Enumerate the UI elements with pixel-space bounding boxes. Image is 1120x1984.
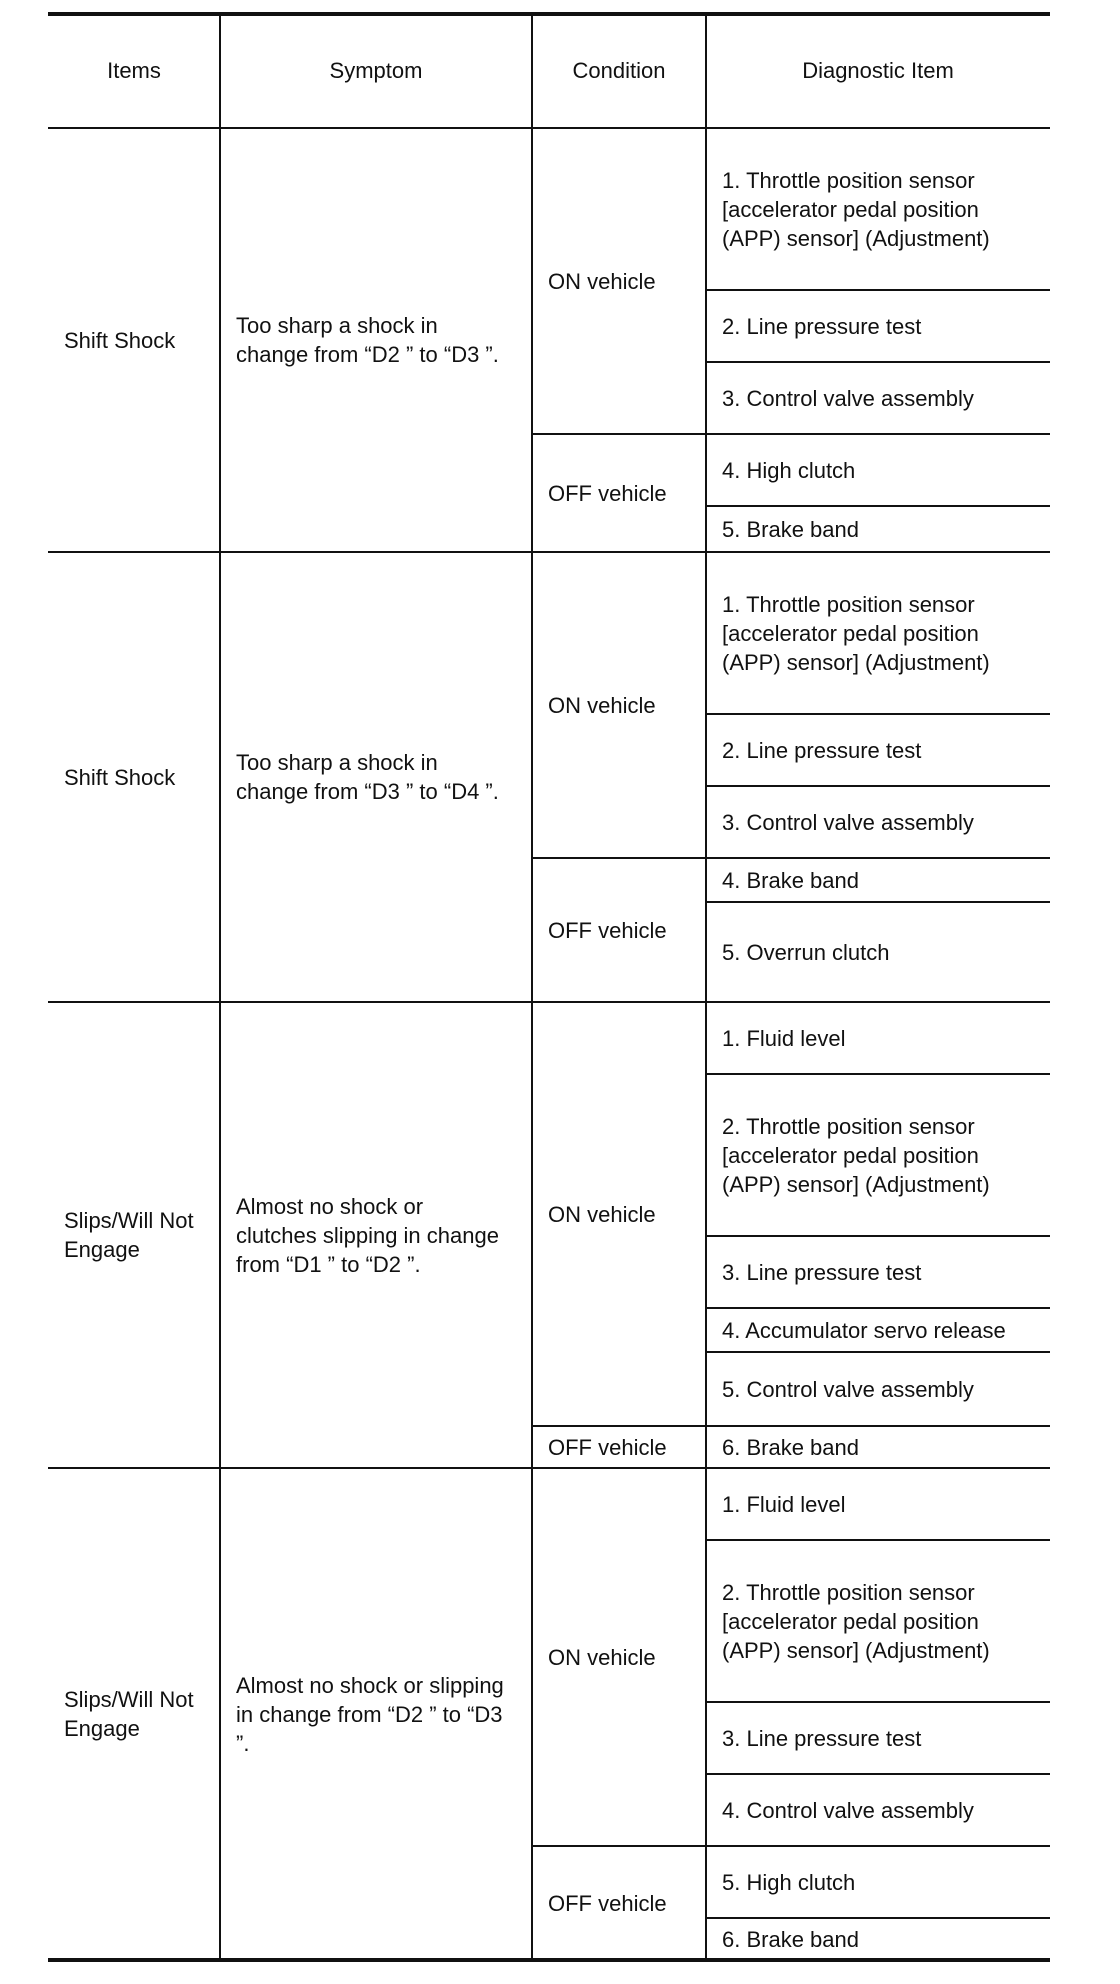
group-4-diag-2: 2. Throttle position sensor [accelerator pedal position (APP) sensor] (Adjustment) <box>722 1579 990 1663</box>
group-3-condition-on: ON vehicle <box>548 1201 656 1227</box>
diagnostic-table <box>48 12 1050 1980</box>
diag-divider <box>706 1351 1050 1353</box>
group-4-diag-5: 5. High clutch <box>722 1869 856 1895</box>
group-4-item: Slips/Will Not Engage <box>64 1687 194 1741</box>
group-1-diag-2: 2. Line pressure test <box>722 313 922 339</box>
header-diagnostic-item: Diagnostic Item <box>802 57 954 83</box>
group-4-condition-off: OFF vehicle <box>548 1890 667 1916</box>
column-divider <box>531 12 533 1962</box>
group-2-item: Shift Shock <box>64 764 176 790</box>
group-divider <box>48 551 1050 553</box>
group-2-symptom: Too sharp a shock in change from “D3 ” to “D4 ”. <box>236 750 499 804</box>
group-2-diag-5: 5. Overrun clutch <box>722 939 890 965</box>
group-4-diag-6: 6. Brake band <box>722 1926 859 1952</box>
group-1-diag-1: 1. Throttle position sensor [accelerator pedal position (APP) sensor] (Adjustment) <box>722 167 990 251</box>
group-4-diag-3: 3. Line pressure test <box>722 1725 922 1751</box>
diag-divider <box>706 1307 1050 1309</box>
group-2-diag-3: 3. Control valve assembly <box>722 809 974 835</box>
group-4-diag-4: 4. Control valve assembly <box>722 1797 974 1823</box>
diag-divider <box>706 1235 1050 1237</box>
header-symptom: Symptom <box>329 57 423 83</box>
group-3-item: Slips/Will Not Engage <box>64 1208 194 1262</box>
header-bottom-border <box>48 127 1050 129</box>
table-top-border <box>48 12 1050 16</box>
group-4-condition-on: ON vehicle <box>548 1644 656 1670</box>
diag-divider <box>706 289 1050 291</box>
header-condition: Condition <box>572 57 666 83</box>
diag-divider <box>706 505 1050 507</box>
diag-divider <box>706 1539 1050 1541</box>
group-divider <box>48 1467 1050 1469</box>
diag-divider <box>706 901 1050 903</box>
group-4-symptom: Almost no shock or slipping in change from “D2 ” to “D3 ”. <box>236 1672 504 1756</box>
column-divider <box>705 12 707 1962</box>
group-3-diag-2: 2. Throttle position sensor [accelerator pedal position (APP) sensor] (Adjustment) <box>722 1113 990 1197</box>
group-2-diag-1: 1. Throttle position sensor [accelerator pedal position (APP) sensor] (Adjustment) <box>722 591 990 675</box>
table-bottom-border <box>48 1958 1050 1962</box>
diag-divider <box>706 1701 1050 1703</box>
group-2-condition-on: ON vehicle <box>548 692 656 718</box>
group-1-condition-off: OFF vehicle <box>548 480 667 506</box>
group-3-symptom: Almost no shock or clutches slipping in change from “D1 ” to “D2 ”. <box>236 1193 499 1277</box>
group-3-diag-5: 5. Control valve assembly <box>722 1376 974 1402</box>
group-divider <box>48 1001 1050 1003</box>
group-4-diag-1: 1. Fluid level <box>722 1491 846 1517</box>
group-1-diag-4: 4. High clutch <box>722 457 856 483</box>
condition-divider <box>532 1425 1050 1427</box>
group-3-diag-6: 6. Brake band <box>722 1434 859 1460</box>
diag-divider <box>706 1773 1050 1775</box>
group-1-diag-3: 3. Control valve assembly <box>722 385 974 411</box>
group-1-item: Shift Shock <box>64 327 176 353</box>
group-3-diag-1: 1. Fluid level <box>722 1025 846 1051</box>
group-2-condition-off: OFF vehicle <box>548 917 667 943</box>
diag-divider <box>706 1073 1050 1075</box>
header-items: Items <box>107 57 161 83</box>
group-3-diag-3: 3. Line pressure test <box>722 1259 922 1285</box>
group-1-diag-5: 5. Brake band <box>722 516 859 542</box>
group-2-diag-4: 4. Brake band <box>722 867 859 893</box>
group-2-diag-2: 2. Line pressure test <box>722 737 922 763</box>
diag-divider <box>706 785 1050 787</box>
condition-divider <box>532 433 1050 435</box>
diag-divider <box>706 361 1050 363</box>
group-3-diag-4: 4. Accumulator servo release <box>722 1317 1006 1343</box>
diag-divider <box>706 1917 1050 1919</box>
group-1-condition-on: ON vehicle <box>548 268 656 294</box>
group-3-condition-off: OFF vehicle <box>548 1434 667 1460</box>
column-divider <box>219 12 221 1962</box>
diag-divider <box>706 713 1050 715</box>
condition-divider <box>532 1845 1050 1847</box>
condition-divider <box>532 857 1050 859</box>
group-1-symptom: Too sharp a shock in change from “D2 ” to “D3 ”. <box>236 313 499 367</box>
